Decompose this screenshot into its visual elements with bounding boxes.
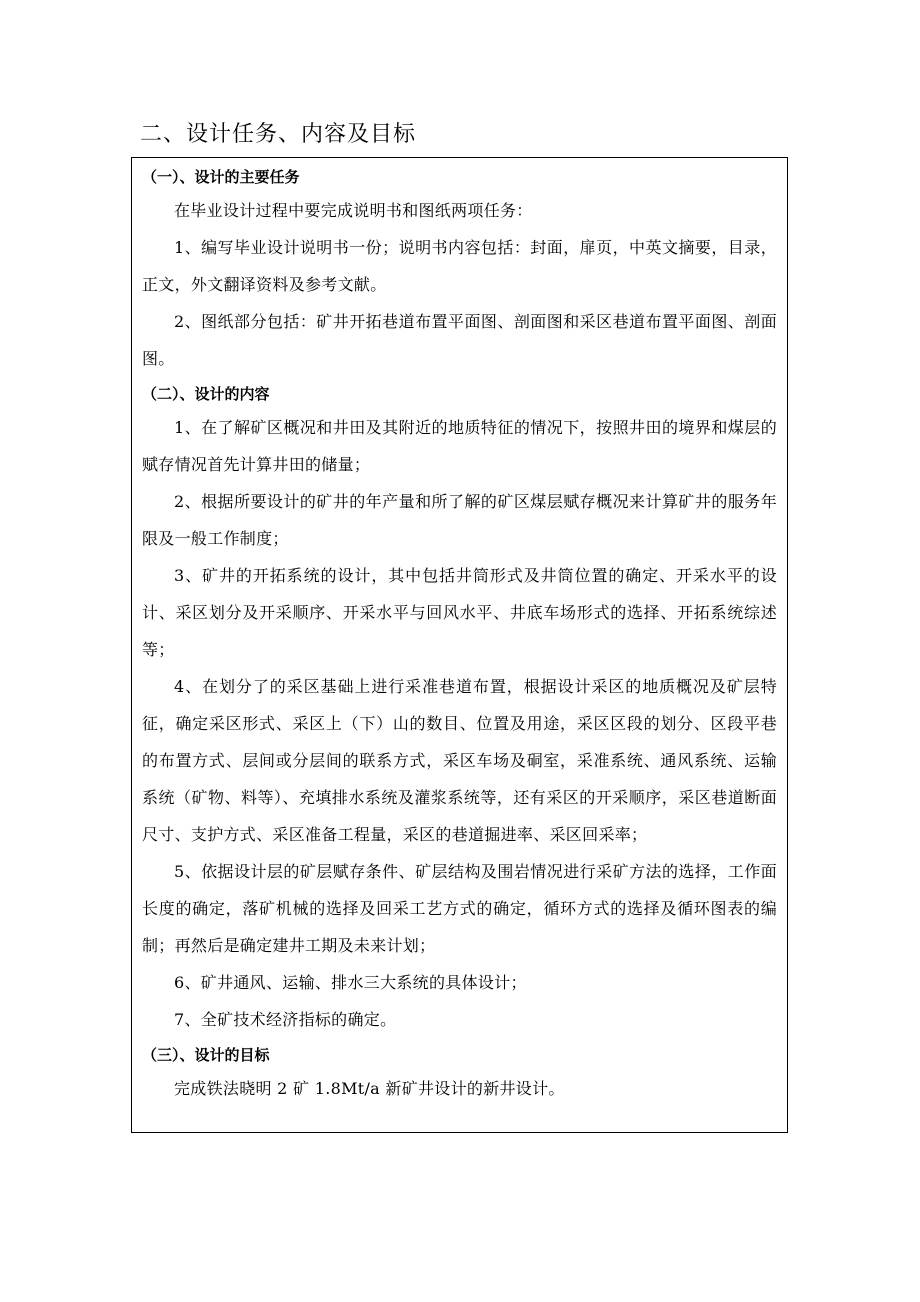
paragraph: 2、根据所要设计的矿井的年产量和所了解的矿区煤层赋存概况来计算矿井的服务年限及一般工作制度； <box>142 492 777 548</box>
paragraph: 在毕业设计过程中要完成说明书和图纸两项任务： <box>174 201 533 220</box>
section-main-tasks <box>142 162 777 377</box>
paragraph: 3、矿井的开拓系统的设计，其中包括井筒形式及井筒位置的确定、开采水平的设计、采区划分及开采顺序、开采水平与回风水平、井底车场形式的选择、开拓系统综述等； <box>142 566 777 659</box>
paragraph: 2、图纸部分包括：矿井开拓巷道布置平面图、剖面图和采区巷道布置平面图、剖面图。 <box>142 312 777 368</box>
section-design-goal <box>142 1040 777 1107</box>
paragraph: 7、全矿技术经济指标的确定。 <box>174 1010 397 1029</box>
task-content-box <box>131 157 788 1133</box>
section-title: （二）、设计的内容 <box>142 385 270 403</box>
paragraph: 完成铁法晓明 2 矿 1.8Mt/a 新矿井设计的新井设计。 <box>174 1079 565 1098</box>
section-title: （一）、设计的主要任务 <box>142 168 300 186</box>
section-design-content <box>142 379 777 1038</box>
paragraph: 4、在划分了的采区基础上进行采准巷道布置，根据设计采区的地质概况及矿层特征，确定采区形式、采区上（下）山的数目、位置及用途，采区区段的划分、区段平巷的布置方式、层间或分层间的联系方式，采区车场及硐室，采准系统、通风系统、运输系统（矿物、料等）、充填排水系统及灌浆系统等，还有采区的开采顺序，采区巷道断面尺寸、支护方式、采区准备工程量，采区的巷道掘进率、采区回采率； <box>142 677 777 844</box>
page-title: 二、设计任务、内容及目标 <box>140 122 417 147</box>
paragraph: 6、矿井通风、运输、排水三大系统的具体设计； <box>174 973 527 992</box>
paragraph: 1、编写毕业设计说明书一份；说明书内容包括：封面，扉页，中英文摘要，目录，正文，外文翻译资料及参考文献。 <box>142 238 777 294</box>
paragraph: 1、在了解矿区概况和井田及其附近的地质特征的情况下，按照井田的境界和煤层的赋存情况首先计算井田的储量； <box>142 418 777 474</box>
paragraph: 5、依据设计层的矿层赋存条件、矿层结构及围岩情况进行采矿方法的选择，工作面长度的确定，落矿机械的选择及回采工艺方式的确定，循环方式的选择及循环图表的编制；再然后是确定建井工期及未来计划； <box>142 862 777 955</box>
section-title: （三）、设计的目标 <box>142 1046 270 1064</box>
